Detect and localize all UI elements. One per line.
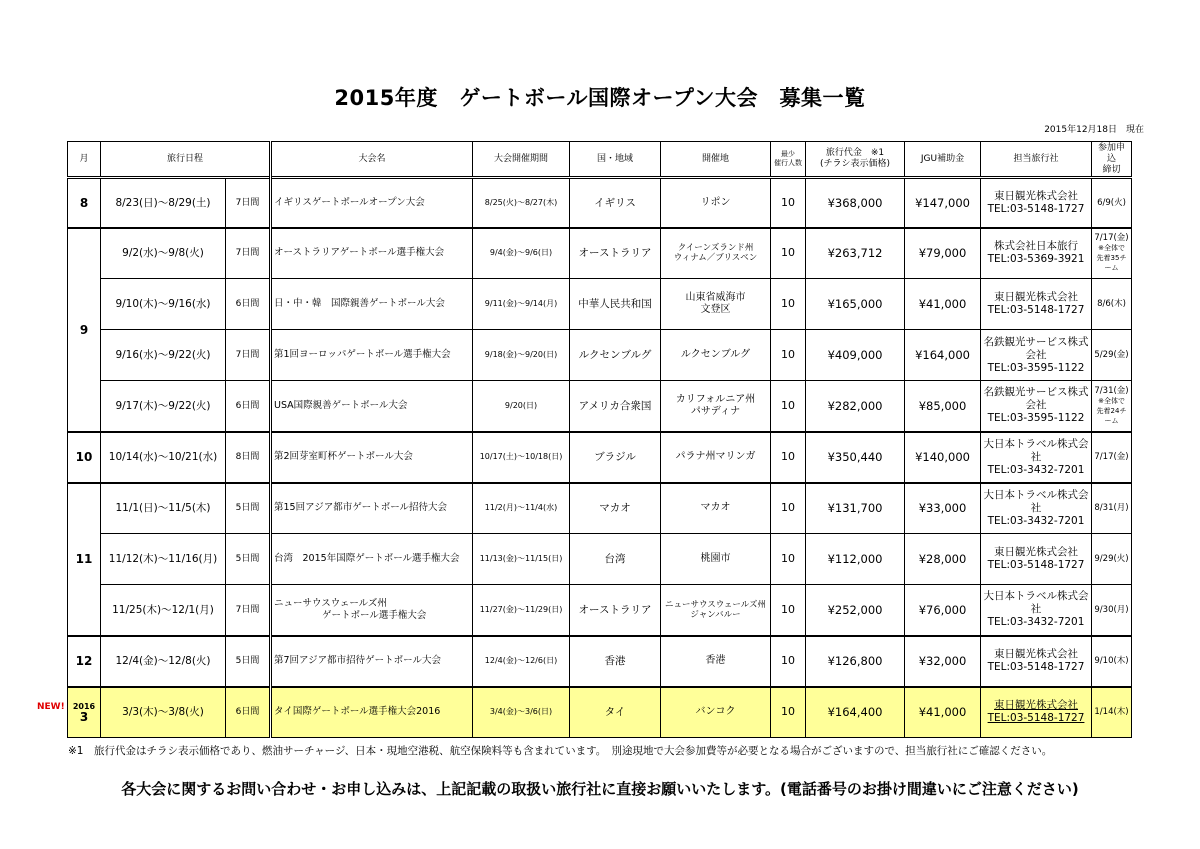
min-people-cell: 10 [771, 687, 806, 738]
days-cell: 6日間 [226, 687, 271, 738]
min-people-cell: 10 [771, 178, 806, 228]
venue-cell [661, 279, 771, 330]
tournament-name-cell: 第1回ヨーロッパゲートボール選手権大会 [271, 330, 473, 381]
new-badge: NEW! [37, 702, 65, 712]
days-cell: 7日間 [226, 178, 271, 228]
min-people-cell: 10 [771, 381, 806, 432]
subsidy-cell: ¥79,000 [905, 228, 981, 279]
month-cell: 10 [68, 432, 101, 483]
venue-cell: ルクセンブルグ [661, 330, 771, 381]
month-cell [68, 687, 101, 738]
price-cell: ¥131,700 [806, 483, 905, 534]
country-cell: 台湾 [570, 534, 661, 585]
table-row-highlighted [68, 687, 1132, 738]
period-cell: 9/18(金)～9/20(日) [473, 330, 570, 381]
period-cell: 8/25(火)～8/27(木) [473, 178, 570, 228]
header-month: 月 [68, 142, 101, 178]
tournament-name-line2: ゲートボール選手権大会 [322, 609, 427, 621]
agency-name: 東日観光株式会社 [994, 648, 1079, 660]
dates-cell: 11/25(木)～12/1(月) [101, 585, 226, 636]
venue-cell [661, 228, 771, 279]
deadline-line1: 7/17(金) [1094, 233, 1129, 244]
venue-line2: パサディナ [690, 405, 741, 417]
agency-tel: TEL:03-5148-1727 [987, 559, 1085, 571]
agency-cell [981, 381, 1092, 432]
days-cell: 7日間 [226, 228, 271, 279]
header-min-people-line2: 催行人数 [774, 159, 803, 167]
period-cell: 10/17(土)～10/18(日) [473, 432, 570, 483]
tournament-name-cell: タイ国際ゲートボール選手権大会2016 [271, 687, 473, 738]
period-cell: 11/13(金)～11/15(日) [473, 534, 570, 585]
agency-name[interactable]: 東日観光株式会社 [994, 699, 1079, 712]
min-people-cell: 10 [771, 228, 806, 279]
agency-cell [981, 279, 1092, 330]
tournament-name-cell [271, 585, 473, 636]
country-cell: ルクセンブルグ [570, 330, 661, 381]
tournament-name-cell: 台湾 2015年国際ゲートボール選手権大会 [271, 534, 473, 585]
country-cell: 香港 [570, 636, 661, 687]
header-price-line1: 旅行代金 ※1 [825, 148, 885, 158]
venue-cell: バンコク [661, 687, 771, 738]
venue-cell: マカオ [661, 483, 771, 534]
agency-cell [981, 330, 1092, 381]
subsidy-cell: ¥164,000 [905, 330, 981, 381]
deadline-cell: 5/29(金) [1092, 330, 1132, 381]
subsidy-cell: ¥41,000 [905, 687, 981, 738]
agency-cell [981, 636, 1092, 687]
agency-tel: TEL:03-3432-7201 [987, 616, 1085, 629]
table-row [68, 585, 1132, 636]
month-cell: 8 [68, 178, 101, 228]
dates-cell: 8/23(日)～8/29(土) [101, 178, 226, 228]
tournament-name-cell: オーストラリアゲートボール選手権大会 [271, 228, 473, 279]
dates-cell: 9/10(木)～9/16(水) [101, 279, 226, 330]
tournament-name-cell: 第2回芽室町杯ゲートボール大会 [271, 432, 473, 483]
agency-name: 東日観光株式会社 [994, 189, 1079, 202]
agency-tel: TEL:03-3432-7201 [987, 463, 1085, 476]
header-tournament: 大会名 [271, 142, 473, 178]
subsidy-cell: ¥140,000 [905, 432, 981, 483]
period-cell: 9/20(日) [473, 381, 570, 432]
venue-line1: ニューサウスウェールズ州 [665, 599, 766, 610]
subsidy-cell: ¥28,000 [905, 534, 981, 585]
country-cell: マカオ [570, 483, 661, 534]
venue-line1: カリフォルニア州 [675, 393, 756, 405]
tournament-name-cell: USA国際親善ゲートボール大会 [271, 381, 473, 432]
venue-cell [661, 585, 771, 636]
price-cell: ¥252,000 [806, 585, 905, 636]
country-cell: 中華人民共和国 [570, 279, 661, 330]
agency-name: 大日本トラベル株式会社 [983, 437, 1089, 463]
period-cell: 11/2(月)～11/4(水) [473, 483, 570, 534]
header-min-people-line1: 最少 [781, 150, 796, 158]
venue-cell [661, 381, 771, 432]
days-cell: 7日間 [226, 585, 271, 636]
agency-name: 東日観光株式会社 [994, 546, 1079, 558]
table-row [68, 432, 1132, 483]
header-period: 大会開催期間 [473, 142, 570, 178]
dates-cell: 9/17(木)～9/22(火) [101, 381, 226, 432]
agency-tel: TEL:03-3595-1122 [987, 361, 1085, 374]
deadline-cell: 6/9(火) [1092, 178, 1132, 228]
agency-tel: TEL:03-5148-1727 [987, 202, 1085, 215]
country-cell: イギリス [570, 178, 661, 228]
deadline-cell: 8/31(月) [1092, 483, 1132, 534]
price-cell: ¥126,800 [806, 636, 905, 687]
deadline-cell [1092, 381, 1132, 432]
table-row [68, 178, 1132, 228]
table-row [68, 534, 1132, 585]
table-row [68, 330, 1132, 381]
agency-cell [981, 534, 1092, 585]
price-cell: ¥112,000 [806, 534, 905, 585]
days-cell: 6日間 [226, 381, 271, 432]
page-title: 2015年度 ゲートボール国際オープン大会 募集一覧 [334, 86, 866, 110]
tournament-name-cell: 第7回アジア都市招待ゲートボール大会 [271, 636, 473, 687]
dates-cell: 11/1(日)～11/5(木) [101, 483, 226, 534]
agency-name: 名鉄観光サービス株式会社 [983, 335, 1089, 361]
table-row [68, 483, 1132, 534]
table-row [68, 228, 1132, 279]
dates-cell: 3/3(木)～3/8(火) [101, 687, 226, 738]
month-cell: 9 [68, 228, 101, 432]
agency-name: 名鉄観光サービス株式会社 [983, 386, 1089, 412]
period-cell: 9/4(金)～9/6(日) [473, 228, 570, 279]
deadline-line3: 先着24チーム [1096, 406, 1127, 425]
price-cell: ¥368,000 [806, 178, 905, 228]
period-cell: 11/27(金)～11/29(日) [473, 585, 570, 636]
deadline-cell: 9/30(月) [1092, 585, 1132, 636]
agency-cell [981, 178, 1092, 228]
agency-tel: TEL:03-5148-1727 [987, 661, 1085, 673]
agency-name: 大日本トラベル株式会社 [983, 488, 1089, 514]
period-cell: 9/11(金)～9/14(月) [473, 279, 570, 330]
agency-cell [981, 483, 1092, 534]
agency-tel-link[interactable]: TEL:03-5148-1727 [987, 712, 1085, 725]
subsidy-cell: ¥147,000 [905, 178, 981, 228]
header-itinerary: 旅行日程 [101, 142, 271, 178]
period-cell: 12/4(金)～12/6(日) [473, 636, 570, 687]
deadline-line3: 先着35チーム [1096, 254, 1127, 273]
subsidy-cell: ¥41,000 [905, 279, 981, 330]
price-cell: ¥409,000 [806, 330, 905, 381]
venue-line1: 山東省威海市 [685, 292, 746, 303]
table-header-row [68, 142, 1132, 178]
contact-notice: 各大会に関するお問い合わせ・お申し込みは、上記記載の取扱い旅行社に直接お願いいたします。(電話番号のお掛け間違いにご注意ください) [121, 780, 1079, 798]
venue-line2: ウィナム／ブリスベン [673, 253, 758, 264]
agency-tel: TEL:03-3595-1122 [987, 412, 1085, 425]
days-cell: 5日間 [226, 534, 271, 585]
venue-cell: 桃園市 [661, 534, 771, 585]
agency-name: 株式会社日本旅行 [994, 240, 1079, 253]
agency-name: 東日観光株式会社 [994, 291, 1079, 303]
header-subsidy: JGU補助金 [905, 142, 981, 178]
country-cell: タイ [570, 687, 661, 738]
header-deadline [1092, 142, 1132, 178]
min-people-cell: 10 [771, 330, 806, 381]
subsidy-cell: ¥76,000 [905, 585, 981, 636]
venue-line2: 文登区 [700, 304, 731, 315]
dates-cell: 10/14(水)～10/21(水) [101, 432, 226, 483]
agency-cell [981, 228, 1092, 279]
tournament-name-line1: ニューサウスウェールズ州 [274, 597, 387, 609]
country-cell: オーストラリア [570, 585, 661, 636]
price-cell: ¥282,000 [806, 381, 905, 432]
min-people-cell: 10 [771, 483, 806, 534]
month-cell: 11 [68, 483, 101, 636]
deadline-line2: ※全体で [1098, 244, 1125, 253]
min-people-cell: 10 [771, 636, 806, 687]
deadline-cell: 8/6(木) [1092, 279, 1132, 330]
venue-line1: クイーンズランド州 [677, 243, 754, 254]
days-cell: 5日間 [226, 636, 271, 687]
tournament-name-cell: イギリスゲートボールオープン大会 [271, 178, 473, 228]
header-price-line2: (チラシ表示価格) [820, 159, 891, 169]
agency-tel: TEL:03-5369-3921 [987, 253, 1085, 266]
header-country: 国・地域 [570, 142, 661, 178]
period-cell: 3/4(金)～3/6(日) [473, 687, 570, 738]
country-cell: オーストラリア [570, 228, 661, 279]
days-cell: 5日間 [226, 483, 271, 534]
month-label: 3 [79, 709, 89, 724]
year-label: 2016 [72, 701, 96, 711]
header-deadline-line1: 参加申込 [1098, 142, 1126, 164]
subsidy-cell: ¥85,000 [905, 381, 981, 432]
table-row [68, 279, 1132, 330]
subsidy-cell: ¥33,000 [905, 483, 981, 534]
deadline-cell: 1/14(木) [1092, 687, 1132, 738]
table-row [68, 381, 1132, 432]
tournament-name-cell: 第15回アジア都市ゲートボール招待大会 [271, 483, 473, 534]
agency-tel: TEL:03-5148-1727 [987, 304, 1085, 316]
deadline-cell: 9/10(木) [1092, 636, 1132, 687]
agency-cell[interactable] [981, 687, 1092, 738]
dates-cell: 9/16(水)～9/22(火) [101, 330, 226, 381]
tournament-table [67, 141, 1132, 738]
header-price [806, 142, 905, 178]
agency-cell [981, 432, 1092, 483]
header-venue: 開催地 [661, 142, 771, 178]
days-cell: 6日間 [226, 279, 271, 330]
venue-line2: ジャンバルー [690, 609, 741, 620]
price-cell: ¥263,712 [806, 228, 905, 279]
country-cell: ブラジル [570, 432, 661, 483]
agency-cell [981, 585, 1092, 636]
header-min-people [771, 142, 806, 178]
min-people-cell: 10 [771, 279, 806, 330]
venue-cell: 香港 [661, 636, 771, 687]
min-people-cell: 10 [771, 534, 806, 585]
min-people-cell: 10 [771, 585, 806, 636]
country-cell: アメリカ合衆国 [570, 381, 661, 432]
header-deadline-line2: 締切 [1102, 164, 1121, 175]
deadline-line1: 7/31(金) [1094, 385, 1129, 396]
deadline-cell [1092, 228, 1132, 279]
venue-cell: リポン [661, 178, 771, 228]
days-cell: 7日間 [226, 330, 271, 381]
deadline-cell: 7/17(金) [1092, 432, 1132, 483]
subsidy-cell: ¥32,000 [905, 636, 981, 687]
header-agency: 担当旅行社 [981, 142, 1092, 178]
tournament-name-cell: 日・中・韓 国際親善ゲートボール大会 [271, 279, 473, 330]
footnote: ※1 旅行代金はチラシ表示価格であり、燃油サーチャージ、日本・現地空港税、航空保険料等も含まれています。 別途現地で大会参加費等が必要となる場合がございますので、担当旅行社にご確認ください。 [68, 745, 1053, 757]
agency-tel: TEL:03-3432-7201 [987, 514, 1085, 527]
price-cell: ¥350,440 [806, 432, 905, 483]
deadline-cell: 9/29(火) [1092, 534, 1132, 585]
agency-name: 大日本トラベル株式会社 [983, 590, 1089, 616]
days-cell: 8日間 [226, 432, 271, 483]
min-people-cell: 10 [771, 432, 806, 483]
as-of-date: 2015年12月18日 現在 [1044, 125, 1144, 135]
deadline-line2: ※全体で [1098, 396, 1125, 405]
venue-cell: パラナ州マリンガ [661, 432, 771, 483]
dates-cell: 11/12(木)～11/16(月) [101, 534, 226, 585]
dates-cell: 9/2(水)～9/8(火) [101, 228, 226, 279]
table-row [68, 636, 1132, 687]
price-cell: ¥165,000 [806, 279, 905, 330]
price-cell: ¥164,400 [806, 687, 905, 738]
month-cell: 12 [68, 636, 101, 687]
dates-cell: 12/4(金)～12/8(火) [101, 636, 226, 687]
